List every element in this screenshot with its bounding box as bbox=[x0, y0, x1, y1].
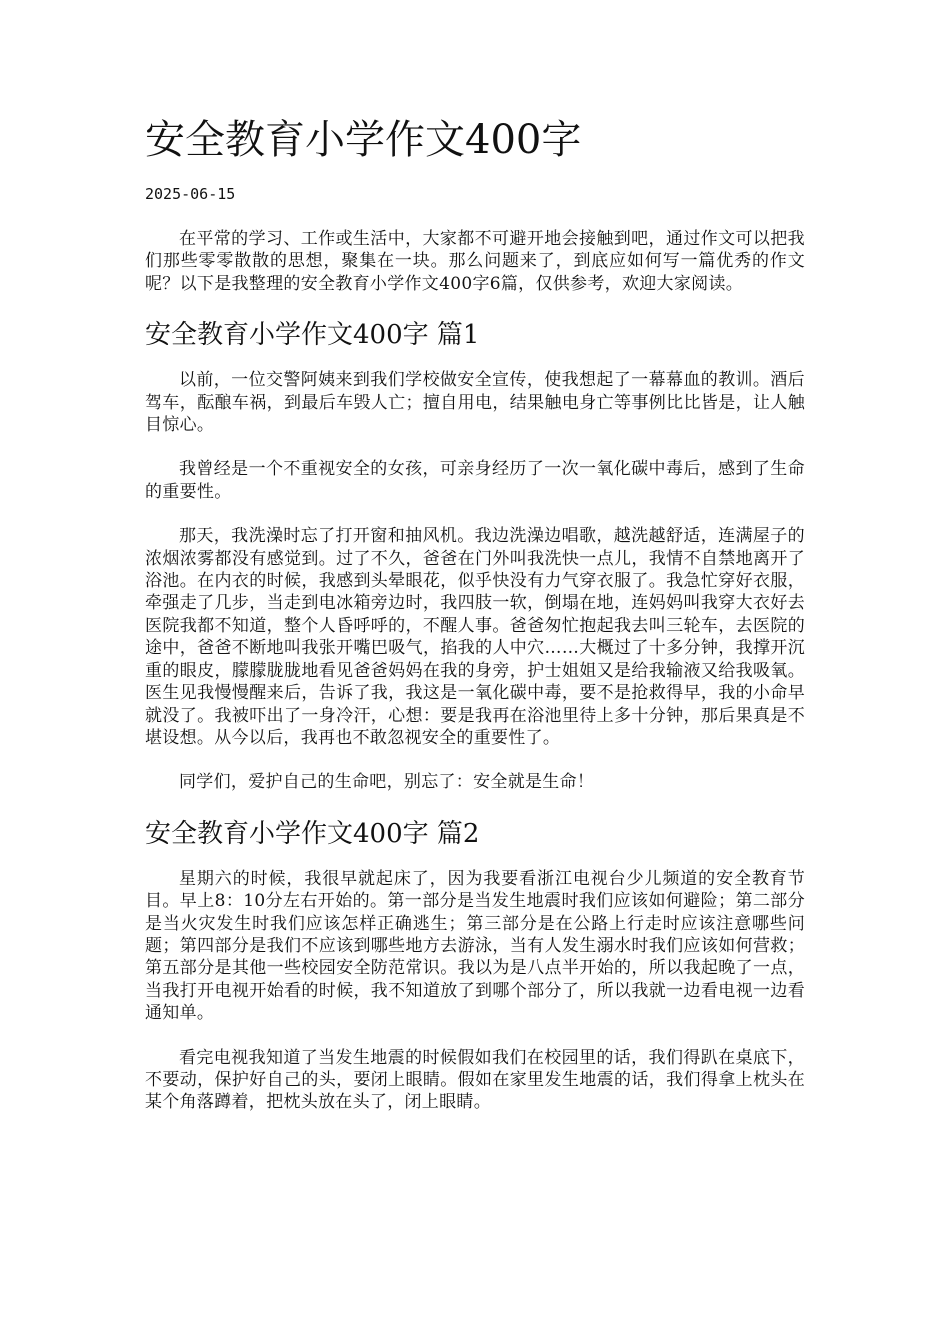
section-1-paragraph-4: 同学们，爱护自己的生命吧，别忘了：安全就是生命！ bbox=[179, 772, 595, 793]
section-1-paragraph-2: 我曾经是一个不重视安全的女孩，可亲身经历了一次一氧化碳中毒后，感到了生命的重要性。 bbox=[145, 459, 805, 502]
section-heading-2: 安全教育小学作文400字 篇2 bbox=[145, 818, 480, 849]
section-1-paragraph-1: 以前，一位交警阿姨来到我们学校做安全宣传，使我想起了一幕幕血的教训。酒后驾车，酝酿车祸，到最后车毁人亡；擅自用电，结果触电身亡等事例比比皆是，让人触目惊心。 bbox=[145, 370, 805, 436]
document-title: 安全教育小学作文400字 bbox=[145, 117, 582, 163]
section-2-paragraph-2: 看完电视我知道了当发生地震的时候假如我们在校园里的话，我们得趴在桌底下，不要动，保护好自己的头，要闭上眼睛。假如在家里发生地震的话，我们得拿上枕头在某个角落蹲着，把枕头放在头了，闭上眼睛。 bbox=[145, 1047, 805, 1113]
document-date: 2025-06-15 bbox=[145, 185, 236, 203]
section-1-paragraph-3: 那天，我洗澡时忘了打开窗和抽风机。我边洗澡边唱歌，越洗越舒适，连满屋子的浓烟浓雾都没有感觉到。过了不久，爸爸在门外叫我洗快一点儿，我情不自禁地离开了浴池。在内衣的时候，我感到头晕眼花，似乎快没有力气穿衣服了。我急忙穿好衣服，牵强走了几步，当走到电冰箱旁边时，我四肢一软，倒塌在地，连妈妈叫我穿大衣好去医院我都不知道，整个人昏呼呼的，不醒人事。爸爸匆忙抱起我去叫三轮车，去医院的途中，爸爸不断地叫我张开嘴巴吸气，掐我的人中穴……大概过了十多分钟，我撑开沉重的眼皮，朦朦胧胧地看见爸爸妈妈在我的身旁，护士姐姐又是给我输液又给我吸氧。医生见我慢慢醒来后，告诉了我，我这是一氧化碳中毒，要不是抢救得早，我的小命早就没了。我被吓出了一身冷汗，心想：要是我再在浴池里待上多十分钟，那后果真是不堪设想。从今以后，我再也不敢忽视安全的重要性了。 bbox=[145, 526, 805, 748]
section-heading-1: 安全教育小学作文400字 篇1 bbox=[145, 320, 480, 351]
section-2-paragraph-1: 星期六的时候，我很早就起床了，因为我要看浙江电视台少儿频道的安全教育节目。早上8：10分左右开始的。第一部分是当发生地震时我们应该如何避险；第二部分是当火灾发生时我们应该怎样正确逃生；第三部分是在公路上行走时应该注意哪些问题；第四部分是我们不应该到哪些地方去游泳，当有人发生溺水时我们应该如何营救；第五部分是其他一些校园安全防范常识。我以为是八点半开始的，所以我起晚了一点，当我打开电视开始看的时候，我不知道放了到哪个部分了，所以我就一边看电视一边看通知单。 bbox=[145, 868, 805, 1024]
intro-paragraph: 在平常的学习、工作或生活中，大家都不可避开地会接触到吧，通过作文可以把我们那些零零散散的思想，聚集在一块。那么问题来了，到底应如何写一篇优秀的作文呢？以下是我整理的安全教育小学作文400字6篇，仅供参考，欢迎大家阅读。 bbox=[145, 229, 805, 294]
document-page bbox=[145, 112, 805, 1136]
